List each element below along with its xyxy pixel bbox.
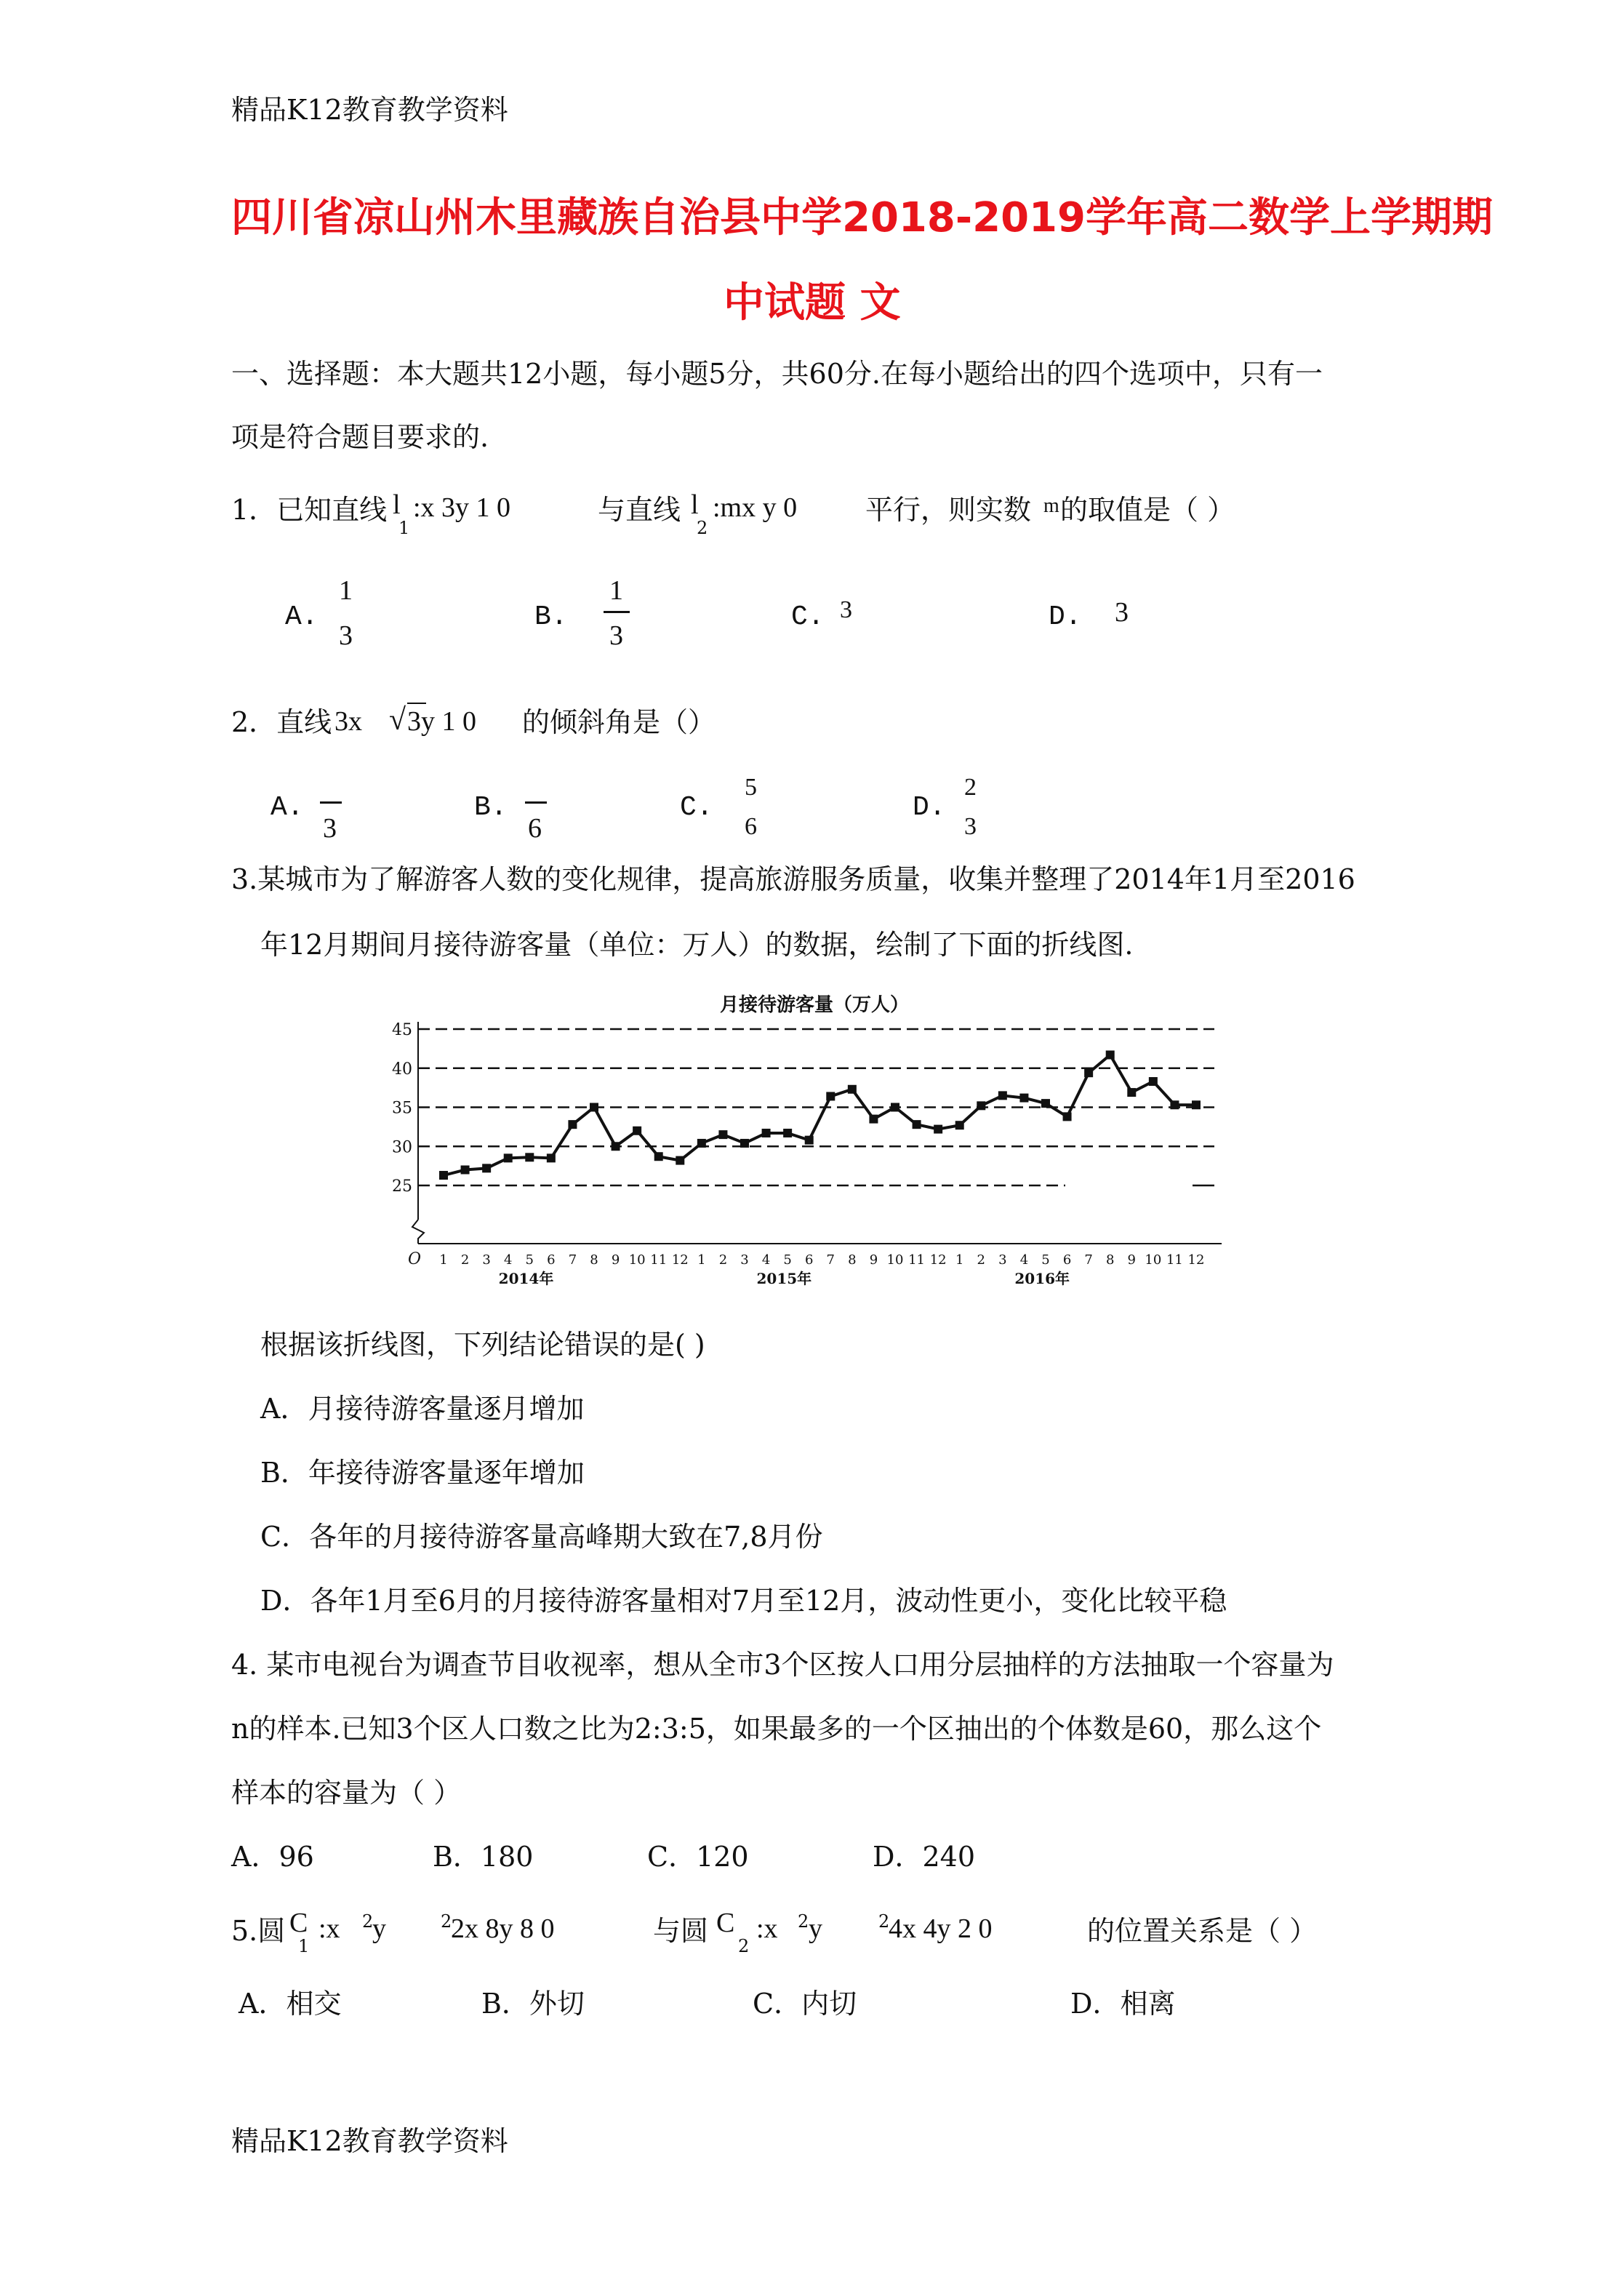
x-tick-label: 1 <box>697 1252 706 1268</box>
q1-option-a-num: 1 <box>339 575 353 606</box>
data-point <box>934 1125 942 1134</box>
q3-option-a: A．月接待游客量逐月增加 <box>260 1393 585 1425</box>
q1-option-a-fraction <box>333 575 359 655</box>
q1-suffix: 平行，则实数 <box>865 494 1032 526</box>
x-tick-label: 12 <box>929 1252 947 1268</box>
section-intro-line1: 一、选择题：本大题共12小题，每小题5分，共60分.在每小题给出的四个选项中，只有一 <box>231 358 1323 390</box>
data-point <box>1127 1088 1136 1097</box>
q1-option-b-bar <box>604 611 630 613</box>
data-point <box>1041 1099 1050 1108</box>
data-point <box>590 1103 598 1112</box>
x-tick-label: 3 <box>482 1252 491 1268</box>
data-point <box>1019 1094 1028 1103</box>
x-tick-label: 11 <box>1166 1252 1183 1268</box>
y-axis-break <box>412 1220 424 1244</box>
q1-end: 的取值是（ ） <box>1060 494 1235 526</box>
year-label: 2016年 <box>1014 1270 1070 1287</box>
chart-title: 月接待游客量（万人） <box>719 994 910 1016</box>
x-tick-label: 2 <box>460 1252 470 1268</box>
q5-option-c: C．内切 <box>753 1988 857 2020</box>
q5-eq2a: :x <box>756 1913 778 1944</box>
x-tick-label: 5 <box>783 1252 792 1268</box>
q4-line1: 4. 某市电视台为调查节目收视率，想从全市3个区按人口用分层抽样的方法抽取一个容量为 <box>231 1649 1334 1681</box>
x-tick-label: 10 <box>628 1252 646 1268</box>
data-point <box>525 1153 534 1161</box>
section-intro-line2: 项是符合题目要求的. <box>231 421 489 453</box>
x-tick-label: 12 <box>1187 1252 1205 1268</box>
q5-prefix: 5.圆 <box>231 1915 286 1947</box>
x-tick-label: 11 <box>908 1252 926 1268</box>
q3-option-c: C．各年的月接待游客量高峰期大致在7,8月份 <box>260 1521 823 1553</box>
q5-eq1a: :x <box>318 1913 340 1944</box>
data-point <box>654 1152 663 1161</box>
data-point <box>718 1130 727 1139</box>
q5-eq1-x-sup: 2 <box>362 1911 374 1932</box>
q2-option-a-den: 3 <box>323 813 337 844</box>
q2-option-b-label: B. <box>474 792 508 823</box>
q2-option-c-label: C. <box>680 792 713 823</box>
x-tick-label: 8 <box>590 1252 598 1268</box>
q5-c2: C <box>716 1908 735 1938</box>
q2-option-a-fraction <box>320 771 342 844</box>
q3-line1: 3.某城市为了解游客人数的变化规律，提高旅游服务质量，收集并整理了2014年1月至2016 <box>231 863 1355 895</box>
q2-sqrt: √ <box>389 703 406 737</box>
q2-option-a-label: A. <box>270 792 304 823</box>
data-point <box>826 1092 835 1100</box>
data-point <box>740 1139 749 1148</box>
q2-option-b-bar <box>525 801 547 804</box>
x-tick-label: 2 <box>718 1252 728 1268</box>
data-point <box>461 1166 470 1175</box>
q1-option-b-num: 1 <box>609 575 623 606</box>
q1-option-b-den: 3 <box>609 620 623 651</box>
q4-option-a: A．96 <box>231 1841 314 1873</box>
data-point <box>977 1101 985 1110</box>
y-tick-label-45: 45 <box>392 1021 412 1039</box>
q2-option-d-label: D. <box>913 792 946 823</box>
x-tick-label: 6 <box>1062 1252 1072 1268</box>
x-tick-label: 4 <box>761 1252 771 1268</box>
visitor-line-chart <box>392 993 1233 1305</box>
q5-option-d: D．相离 <box>1070 1988 1176 2020</box>
y-tick-label-25: 25 <box>392 1177 412 1196</box>
q2-option-c-num: 5 <box>745 774 757 801</box>
data-point <box>697 1139 706 1148</box>
q5-eq2-y-sup: 2 <box>878 1911 890 1932</box>
year-label: 2015年 <box>756 1270 812 1287</box>
x-tick-label: 1 <box>439 1252 448 1268</box>
data-point <box>1063 1112 1072 1121</box>
q1-l2: l <box>691 489 699 520</box>
data-point <box>1192 1100 1201 1109</box>
x-tick-label: 3 <box>998 1252 1007 1268</box>
y-tick-label-40: 40 <box>392 1060 412 1079</box>
q2-suffix: 的倾斜角是（） <box>522 706 716 738</box>
q1-option-c-value: 3 <box>840 596 852 623</box>
x-tick-label: 9 <box>1127 1252 1137 1268</box>
q5-eq2b: y <box>809 1913 822 1944</box>
data-point <box>547 1153 556 1162</box>
data-point <box>913 1120 921 1129</box>
x-tick-label: 6 <box>804 1252 814 1268</box>
q4-line3: 样本的容量为（ ） <box>231 1777 462 1809</box>
q5-eq2-x-sup: 2 <box>798 1911 809 1932</box>
q5-mid: 与圆 <box>653 1915 709 1947</box>
x-tick-label: 10 <box>886 1252 904 1268</box>
year-label: 2014年 <box>498 1270 554 1287</box>
q1-eq2: :mx y 0 <box>713 492 798 523</box>
series-line <box>444 1055 1196 1175</box>
x-tick-label: 9 <box>611 1252 620 1268</box>
q5-eq1-y-sup: 2 <box>441 1911 452 1932</box>
q2-option-c-fraction <box>742 771 764 844</box>
q4-option-d: D．240 <box>873 1841 975 1873</box>
data-point <box>482 1164 491 1172</box>
x-tick-label: 9 <box>869 1252 878 1268</box>
data-point <box>1084 1068 1093 1077</box>
data-point <box>1106 1050 1115 1059</box>
document-title-line1: 四川省凉山州木里藏族自治县中学2018-2019学年高二数学上学期期 <box>231 194 1493 241</box>
q1-l1-sub: 1 <box>398 518 410 538</box>
data-point <box>762 1129 771 1137</box>
q5-suffix: 的位置关系是（ ） <box>1087 1915 1318 1947</box>
q1-prefix: 1．已知直线 <box>231 494 388 526</box>
q3-question: 根据该折线图，下列结论错误的是( ) <box>260 1329 705 1361</box>
x-tick-label: 11 <box>650 1252 668 1268</box>
q4-option-b: B．180 <box>433 1841 534 1873</box>
q1-option-c-label: C. <box>791 601 825 633</box>
q1-mid: 与直线 <box>598 494 681 526</box>
data-point <box>869 1115 878 1124</box>
x-tick-label: 5 <box>525 1252 534 1268</box>
x-tick-label: 8 <box>848 1252 857 1268</box>
x-tick-label: 6 <box>547 1252 556 1268</box>
origin-label: O <box>408 1250 422 1268</box>
page-header: 精品K12教育教学资料 <box>231 94 508 126</box>
x-tick-label: 4 <box>503 1252 513 1268</box>
q5-c1: C <box>289 1908 308 1938</box>
x-tick-label: 3 <box>740 1252 749 1268</box>
q2-option-a-bar <box>320 801 342 804</box>
data-point <box>1149 1077 1158 1086</box>
q2-eq-b: 3y 1 0 <box>407 706 476 737</box>
q5-c1-sub: 1 <box>298 1936 310 1956</box>
q5-eq2c: 4x 4y 2 0 <box>889 1913 993 1944</box>
q2-prefix: 2．直线 <box>231 706 332 738</box>
q5-eq1c: 2x 8y 8 0 <box>451 1913 555 1944</box>
q1-option-d-label: D. <box>1049 601 1082 633</box>
q2-option-d-den: 3 <box>964 813 977 840</box>
y-tick-label-35: 35 <box>392 1099 412 1118</box>
q1-option-b-fraction <box>604 575 630 655</box>
data-point <box>891 1103 899 1112</box>
data-point <box>783 1129 792 1137</box>
q1-eq1: :x 3y 1 0 <box>413 492 511 523</box>
q4-line2: n的样本.已知3个区人口数之比为2:3:5，如果最多的一个区抽出的个体数是60，那么这个 <box>231 1713 1322 1745</box>
y-tick-label-30: 30 <box>392 1138 412 1157</box>
x-tick-label: 8 <box>1105 1252 1115 1268</box>
x-tick-label: 12 <box>671 1252 689 1268</box>
x-tick-label: 5 <box>1041 1252 1050 1268</box>
q2-option-d-num: 2 <box>964 774 977 801</box>
q3-line2: 年12月期间月接待游客量（单位：万人）的数据，绘制了下面的折线图. <box>260 929 1134 961</box>
data-point <box>504 1153 513 1162</box>
chart-svg <box>392 993 1233 1305</box>
x-tick-label: 7 <box>1084 1252 1093 1268</box>
data-point <box>676 1156 684 1165</box>
data-point <box>633 1127 641 1135</box>
q2-option-c-den: 6 <box>745 813 757 840</box>
q1-var: m <box>1043 495 1059 517</box>
q1-l1: l <box>393 489 401 520</box>
q2-sqrt-bar <box>407 703 426 704</box>
q2-option-b-fraction <box>525 771 547 844</box>
q2-option-b-den: 6 <box>528 813 542 844</box>
q5-option-a: A．相交 <box>239 1988 342 2020</box>
x-tick-label: 10 <box>1145 1252 1162 1268</box>
data-point <box>568 1120 577 1129</box>
q4-option-c: C．120 <box>647 1841 749 1873</box>
q1-option-a-label: A. <box>285 601 318 633</box>
data-point <box>1170 1100 1179 1109</box>
q2-option-d-fraction <box>961 771 983 844</box>
q2-eq-a: 3x <box>334 706 362 737</box>
data-point <box>805 1136 814 1145</box>
x-tick-label: 2 <box>977 1252 986 1268</box>
q3-option-b: B．年接待游客量逐年增加 <box>260 1457 585 1489</box>
x-tick-label: 1 <box>955 1252 964 1268</box>
q1-l2-sub: 2 <box>697 518 708 538</box>
q1-option-a-den: 3 <box>339 620 353 651</box>
data-point <box>955 1121 964 1129</box>
x-tick-label: 7 <box>826 1252 835 1268</box>
data-point <box>612 1142 620 1151</box>
x-tick-label: 4 <box>1019 1252 1029 1268</box>
q5-eq1b: y <box>372 1913 386 1944</box>
page-footer: 精品K12教育教学资料 <box>231 2125 508 2157</box>
data-point <box>848 1085 857 1094</box>
data-point <box>439 1171 448 1180</box>
q1-option-b-label: B. <box>534 601 568 633</box>
q5-option-b: B．外切 <box>481 1988 585 2020</box>
q3-option-d: D．各年1月至6月的月接待游客量相对7月至12月，波动性更小，变化比较平稳 <box>260 1585 1227 1617</box>
q1-option-d-value: 3 <box>1115 597 1129 628</box>
data-point <box>998 1091 1007 1100</box>
x-tick-label: 7 <box>568 1252 577 1268</box>
q5-c2-sub: 2 <box>738 1936 750 1956</box>
document-title-line2: 中试题 文 <box>724 279 901 327</box>
